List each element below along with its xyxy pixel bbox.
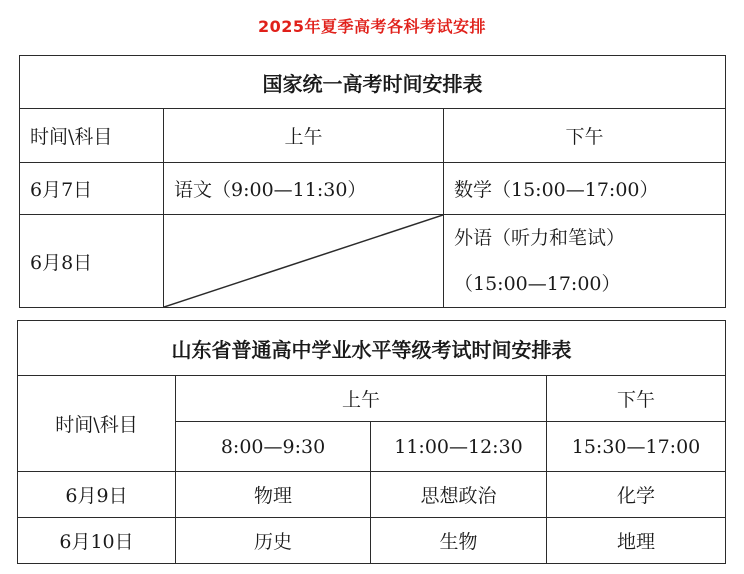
corner-header: 时间\科目: [20, 109, 164, 163]
exam-time: （15:00—17:00）: [454, 273, 621, 295]
exam-name: 外语（听力和笔试）: [454, 227, 626, 249]
date-cell: 6月9日: [18, 472, 176, 518]
time-slot-cell: 15:30—17:00: [547, 422, 726, 472]
date-cell: 6月8日: [20, 215, 164, 308]
national-schedule-table: [19, 55, 726, 308]
date-cell: 6月7日: [20, 163, 164, 215]
subject-cell: 历史: [176, 518, 371, 564]
subject-cell: 思想政治: [371, 472, 547, 518]
subject-cell: 物理: [176, 472, 371, 518]
afternoon-exam-cell: 数学（15:00—17:00）: [444, 163, 726, 215]
date-cell: 6月10日: [18, 518, 176, 564]
subject-cell: 化学: [547, 472, 726, 518]
corner-header: 时间\科目: [18, 376, 176, 472]
empty-diagonal-cell: [164, 215, 444, 308]
subject-cell: 地理: [547, 518, 726, 564]
national-table-title: 国家统一高考时间安排表: [20, 56, 726, 109]
shandong-table-title: 山东省普通高中学业水平等级考试时间安排表: [18, 321, 726, 376]
morning-header: 上午: [164, 109, 444, 163]
morning-exam-cell: 语文（9:00—11:30）: [164, 163, 444, 215]
afternoon-header: 下午: [444, 109, 726, 163]
time-slot-cell: 11:00—12:30: [371, 422, 547, 472]
afternoon-exam-cell: [444, 215, 726, 308]
diagonal-line: [164, 215, 443, 307]
shandong-schedule-table: [17, 320, 726, 564]
time-slot-cell: 8:00—9:30: [176, 422, 371, 472]
morning-header: 上午: [176, 376, 547, 422]
afternoon-header: 下午: [547, 376, 726, 422]
subject-cell: 生物: [371, 518, 547, 564]
page-title: 2025年夏季高考各科考试安排: [257, 17, 487, 36]
